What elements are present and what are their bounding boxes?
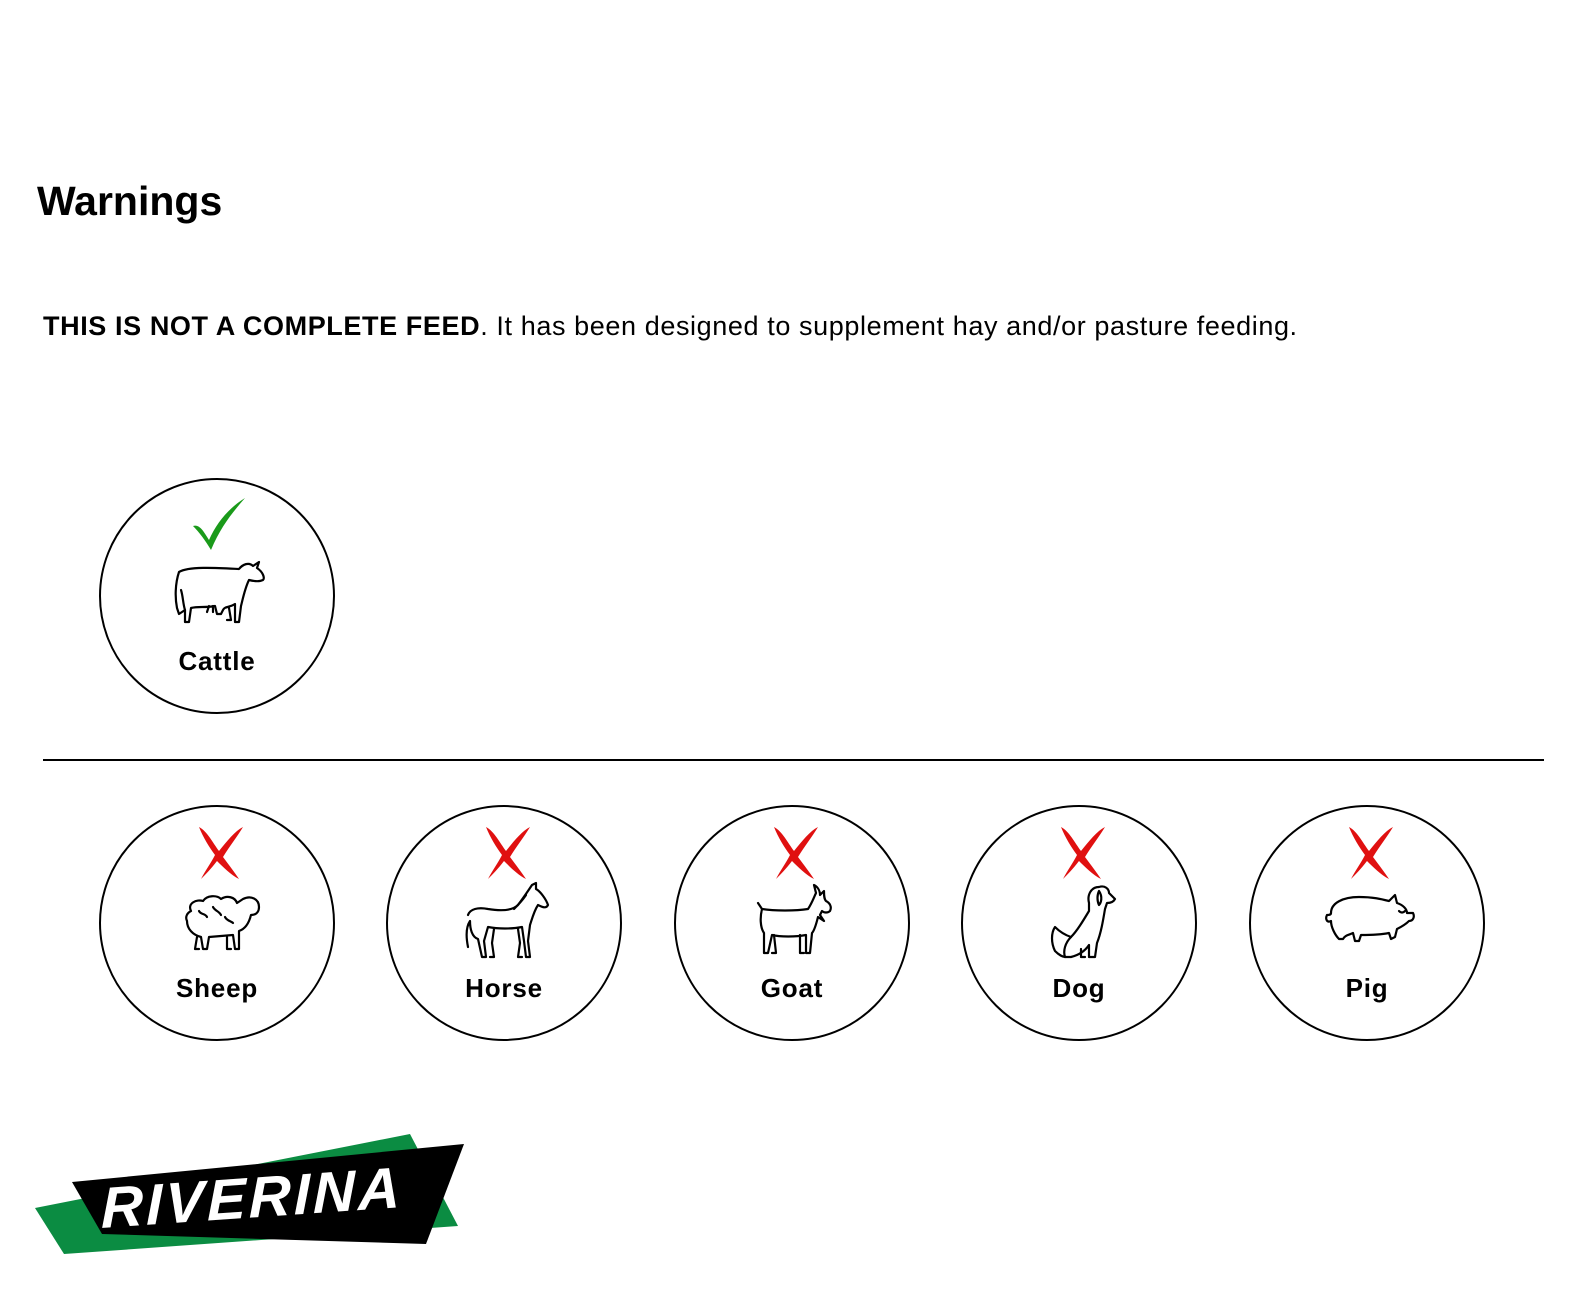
badge-goat [674, 805, 910, 1041]
badge-label-goat: Goat [760, 973, 824, 1003]
badge-cattle [99, 478, 335, 714]
badge-label-cattle: Cattle [178, 646, 256, 676]
cross-icon [1051, 821, 1111, 881]
badge-dog [961, 805, 1197, 1041]
check-icon [189, 494, 249, 554]
sheep-icon [169, 881, 269, 961]
cow-icon [169, 554, 269, 634]
pig-icon [1319, 881, 1419, 961]
logo-text: RIVERINA [101, 1155, 403, 1241]
warnings-heading: Warnings [37, 178, 223, 224]
feed-notice [43, 308, 1298, 344]
riverina-logo [30, 1130, 470, 1260]
feed-notice-text: . It has been designed to supplement hay and/or pasture feeding. [480, 311, 1298, 341]
badge-label-sheep: Sheep [175, 973, 259, 1003]
badge-label-pig: Pig [1345, 973, 1389, 1003]
badge-label-dog: Dog [1052, 973, 1106, 1003]
badge-pig [1249, 805, 1485, 1041]
horse-icon [456, 881, 556, 961]
section-divider [43, 759, 1544, 761]
badge-sheep [99, 805, 335, 1041]
feed-notice-bold: THIS IS NOT A COMPLETE FEED [43, 311, 481, 341]
badge-label-horse: Horse [465, 973, 543, 1003]
cross-icon [1339, 821, 1399, 881]
cross-icon [189, 821, 249, 881]
cross-icon [764, 821, 824, 881]
cross-icon [476, 821, 536, 881]
dog-icon [1031, 881, 1131, 961]
goat-icon [744, 881, 844, 961]
badge-horse [386, 805, 622, 1041]
